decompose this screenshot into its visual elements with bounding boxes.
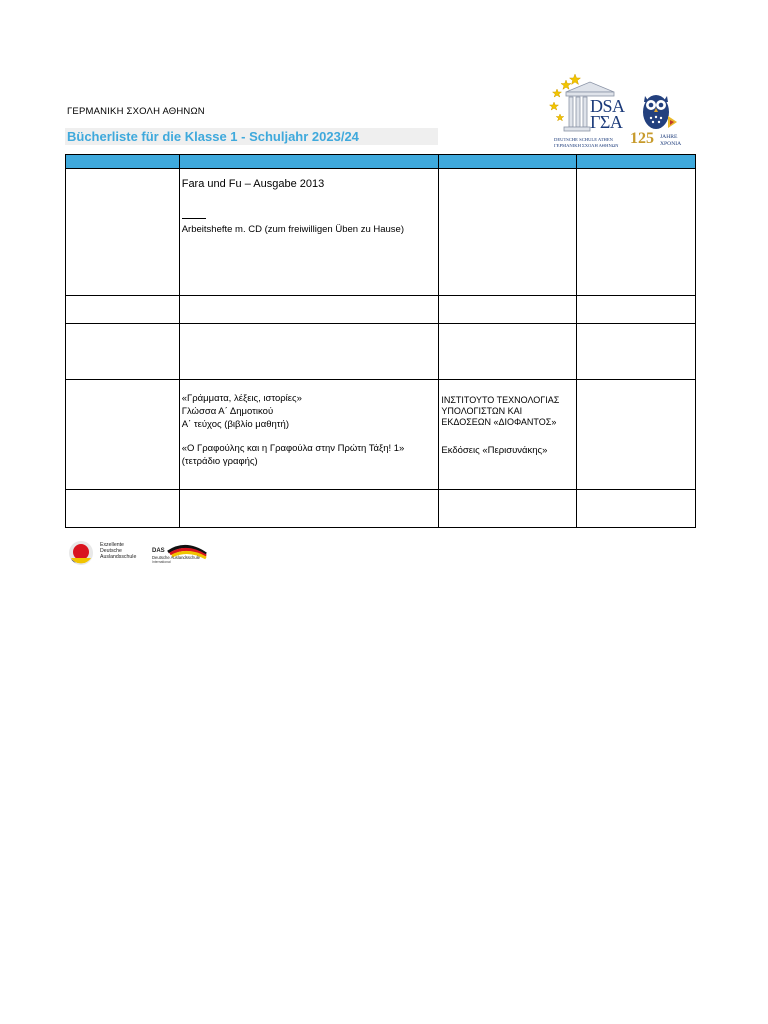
dsa-abbr-gr: ΓΣΑ (590, 112, 623, 132)
table-row (66, 380, 696, 490)
table-cell (66, 169, 180, 296)
das-sub: International (152, 560, 171, 564)
excellent-school-logo (68, 540, 148, 568)
publisher-line: ΥΠΟΛΟΓΙΣΤΩΝ ΚΑΙ (441, 406, 523, 416)
table-cell (577, 324, 696, 380)
table-cell (179, 296, 439, 324)
das-name: Deutsche Auslandsschule (152, 555, 200, 560)
table-cell (179, 169, 439, 296)
table-cell (179, 380, 439, 490)
book-list-table (65, 154, 696, 528)
table-cell (439, 380, 577, 490)
anniversary-xronia: ΧΡΟΝΙΑ (660, 141, 682, 147)
table-cell (577, 296, 696, 324)
table-cell (577, 380, 696, 490)
book-title-fara: Fara und Fu – Ausgabe 2013 (181, 178, 325, 190)
greek-workbook-line: (τετράδιο γραφής) (181, 456, 258, 467)
table-row (66, 324, 696, 380)
dsa-abbr (590, 98, 625, 130)
publisher-line: ΕΚΔΟΣΕΩΝ «ΔΙΟΦΑΝΤΟΣ» (441, 417, 557, 427)
title-bar (65, 128, 438, 145)
table-cell (66, 324, 180, 380)
header-cell (577, 155, 696, 169)
greek-workbook-line: «Ο Γραφούλης και η Γραφούλα στην Πρώτη Τάξη! 1» (181, 443, 405, 454)
das-abbr: DAS (152, 548, 165, 554)
table-cell (66, 490, 180, 528)
book-extra-arbeitshefte: Arbeitshefte m. CD (zum freiwilligen Üben zu Hause) (181, 224, 404, 235)
table-cell (179, 490, 439, 528)
divider (182, 218, 206, 219)
table-cell (439, 169, 577, 296)
table-cell (179, 324, 439, 380)
anniversary-number: 125 (630, 130, 654, 147)
excellent-line: Deutsche (100, 548, 122, 554)
table-header-row (66, 155, 696, 169)
greek-book-line: «Γράμματα, λέξεις, ιστορίες» (181, 393, 302, 404)
greek-book-line: Γλώσσα Α΄ Δημοτικού (181, 406, 274, 417)
excellent-line: Exzellente (100, 542, 124, 548)
owl-icon (630, 90, 686, 130)
excellent-school-icon (68, 540, 98, 568)
excellent-line: Auslandsschule (100, 554, 137, 560)
page-title: Bücherliste für die Klasse 1 - Schuljahr 2023/24 (67, 129, 359, 144)
dsa-line1: DEUTSCHE SCHULE ATHEN (554, 137, 613, 142)
table-row (66, 490, 696, 528)
header-cell (439, 155, 577, 169)
table-cell (439, 324, 577, 380)
table-cell (577, 169, 696, 296)
table-cell (577, 490, 696, 528)
anniversary-logo (630, 90, 686, 152)
table-row (66, 169, 696, 296)
table-cell (439, 490, 577, 528)
das-logo (150, 542, 212, 566)
publisher-diofantos (441, 395, 574, 428)
publisher-line: ΙΝΣΤΙΤΟΥΤΟ ΤΕΧΝΟΛΟΓΙΑΣ (441, 395, 560, 405)
school-name: ΓΕΡΜΑΝΙΚΗ ΣΧΟΛΗ ΑΘΗΝΩΝ (67, 106, 205, 117)
school-logo (548, 72, 638, 150)
dsa-abbr-de: DSA (590, 96, 625, 116)
header-cell (66, 155, 180, 169)
table-cell (439, 296, 577, 324)
table-cell (66, 380, 180, 490)
greek-book-line: Α΄ τεύχος (βιβλίο μαθητή) (181, 419, 289, 430)
greek-book-block (182, 392, 437, 468)
dsa-line2: ΓΕΡΜΑΝΙΚΗ ΣΧΟΛΗ ΑΘΗΝΩΝ (554, 143, 619, 148)
publisher-perisynakis: Εκδόσεις «Περισυνάκης» (441, 445, 548, 456)
table-cell (66, 296, 180, 324)
anniversary-jahre: JAHRE (660, 134, 678, 140)
table-row (66, 296, 696, 324)
header-cell (179, 155, 439, 169)
